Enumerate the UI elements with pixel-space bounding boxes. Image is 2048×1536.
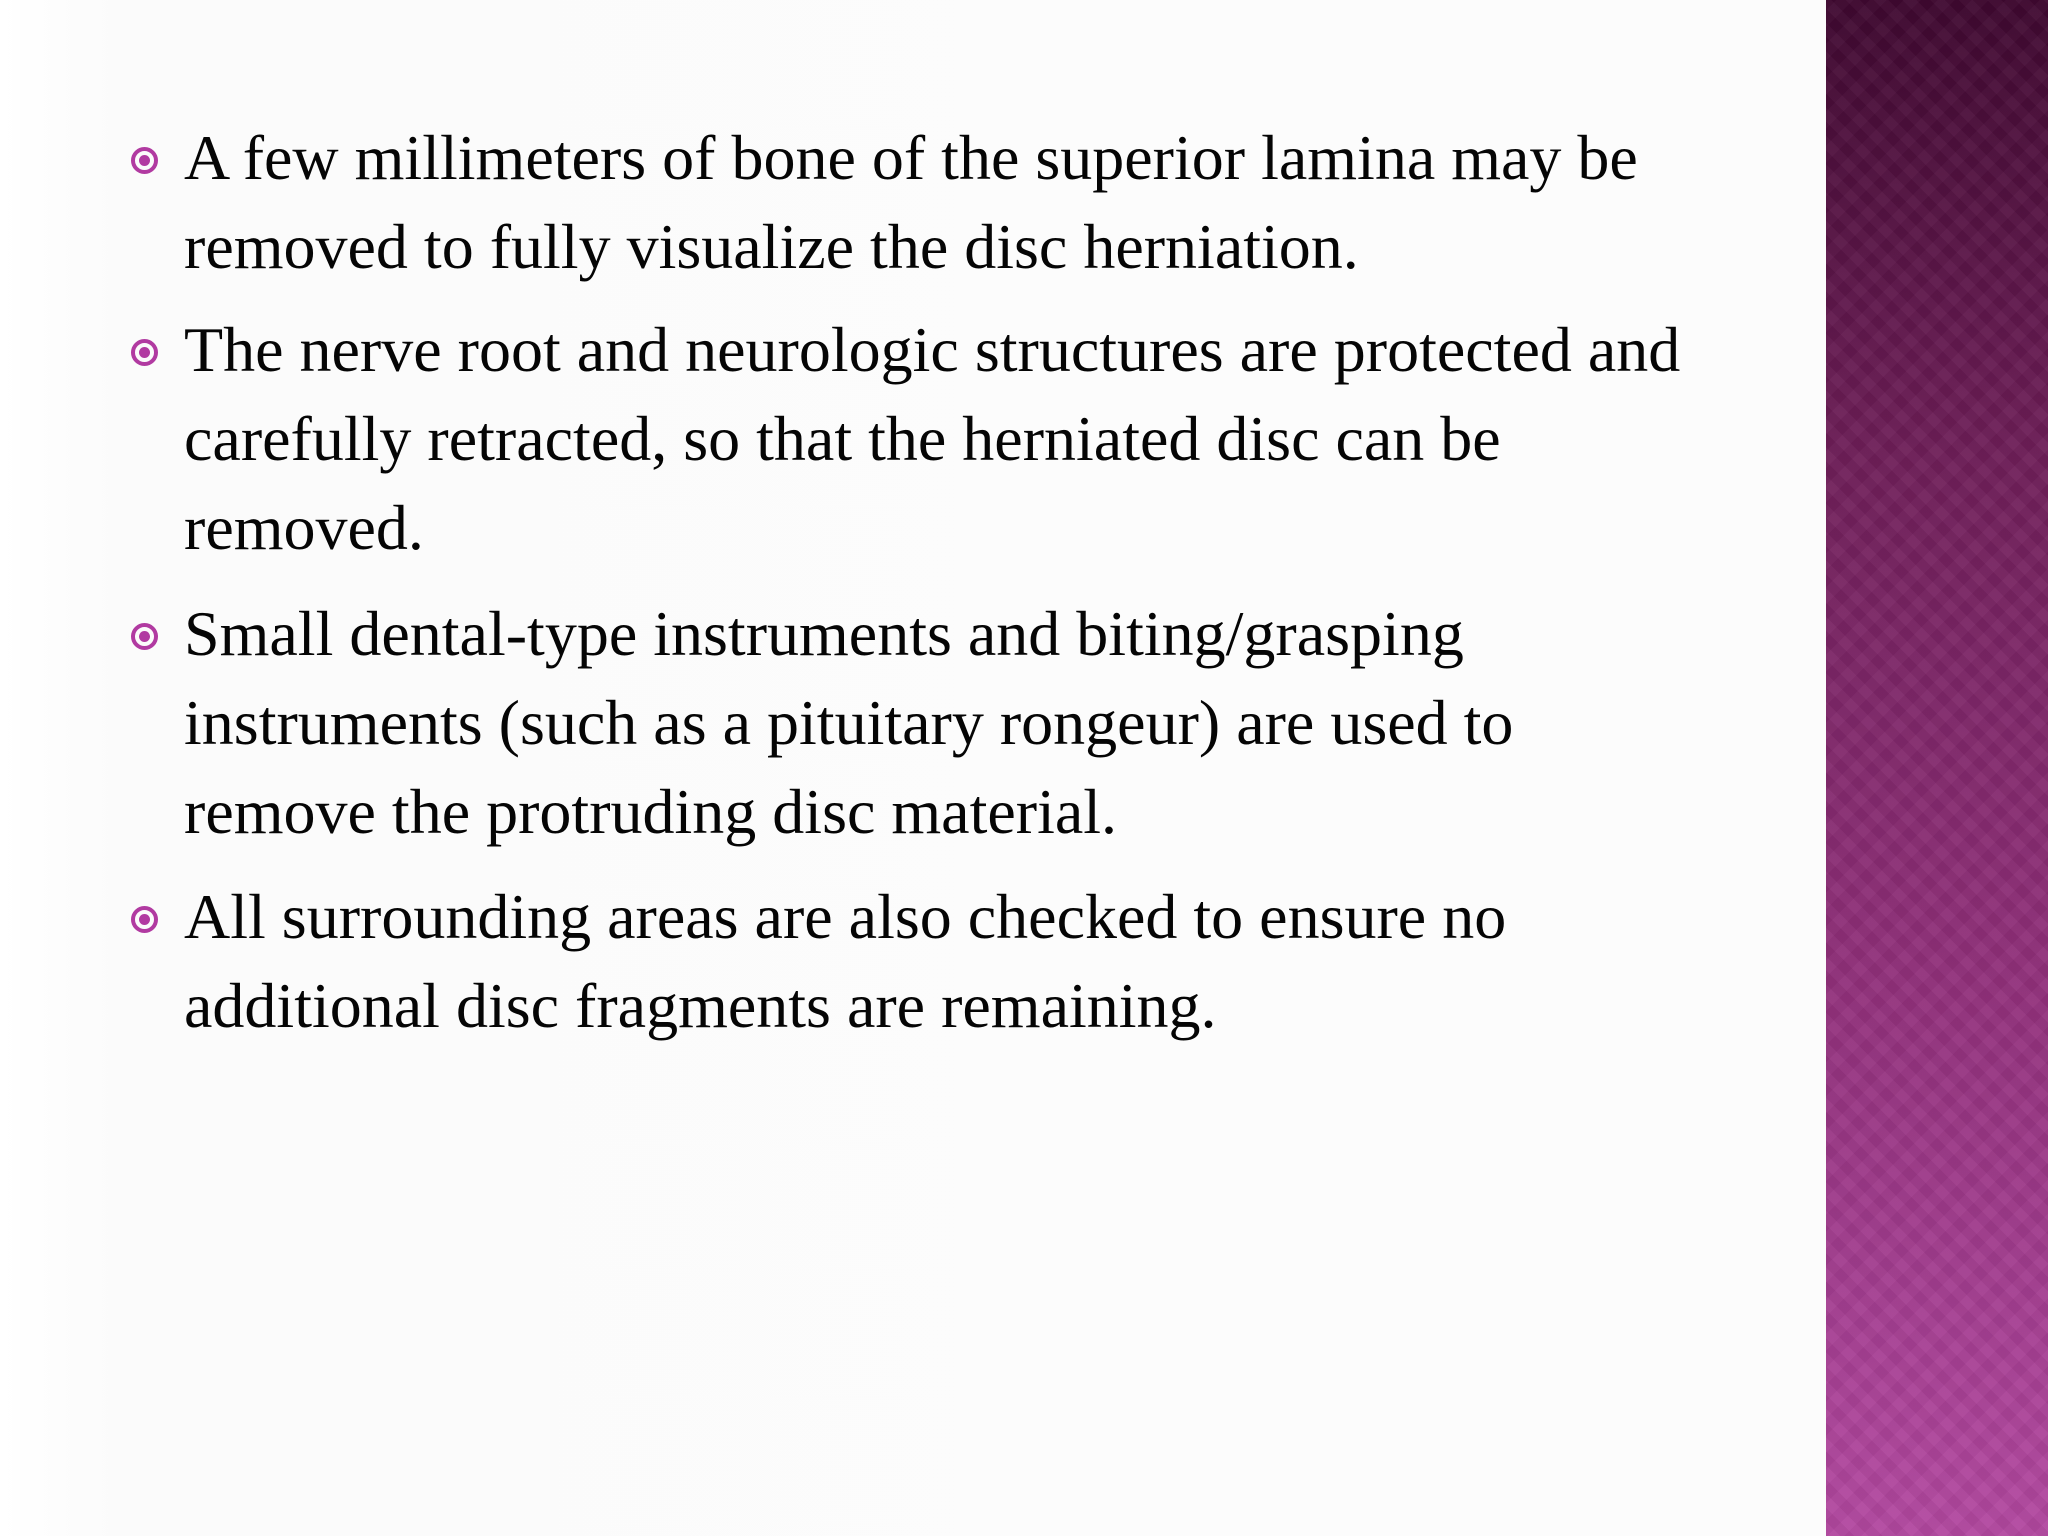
bullet-text-line: instruments (such as a pituitary rongeur) are used to [184,687,1514,758]
bullet-text-line: additional disc fragments are remaining. [184,970,1217,1041]
bullet-text-line: removed to fully visualize the disc herniation. [184,211,1359,282]
bullet-text-line: All surrounding areas are also checked to ensure no [184,881,1507,952]
bullet-text-line: carefully retracted, so that the herniated disc can be [184,403,1501,474]
bullet-text-line: Small dental-type instruments and biting/grasping [184,598,1464,669]
circle-dot-icon [131,623,158,650]
circle-dot-icon [131,147,158,174]
bullet-text-line: remove the protruding disc material. [184,776,1118,847]
bullet-text-line: A few millimeters of bone of the superior lamina may be [184,122,1638,193]
circle-dot-icon [131,339,158,366]
bullet-text-line: removed. [184,492,424,563]
circle-dot-icon [131,906,158,933]
bullet-text-line: The nerve root and neurologic structures are protected and [184,314,1681,385]
